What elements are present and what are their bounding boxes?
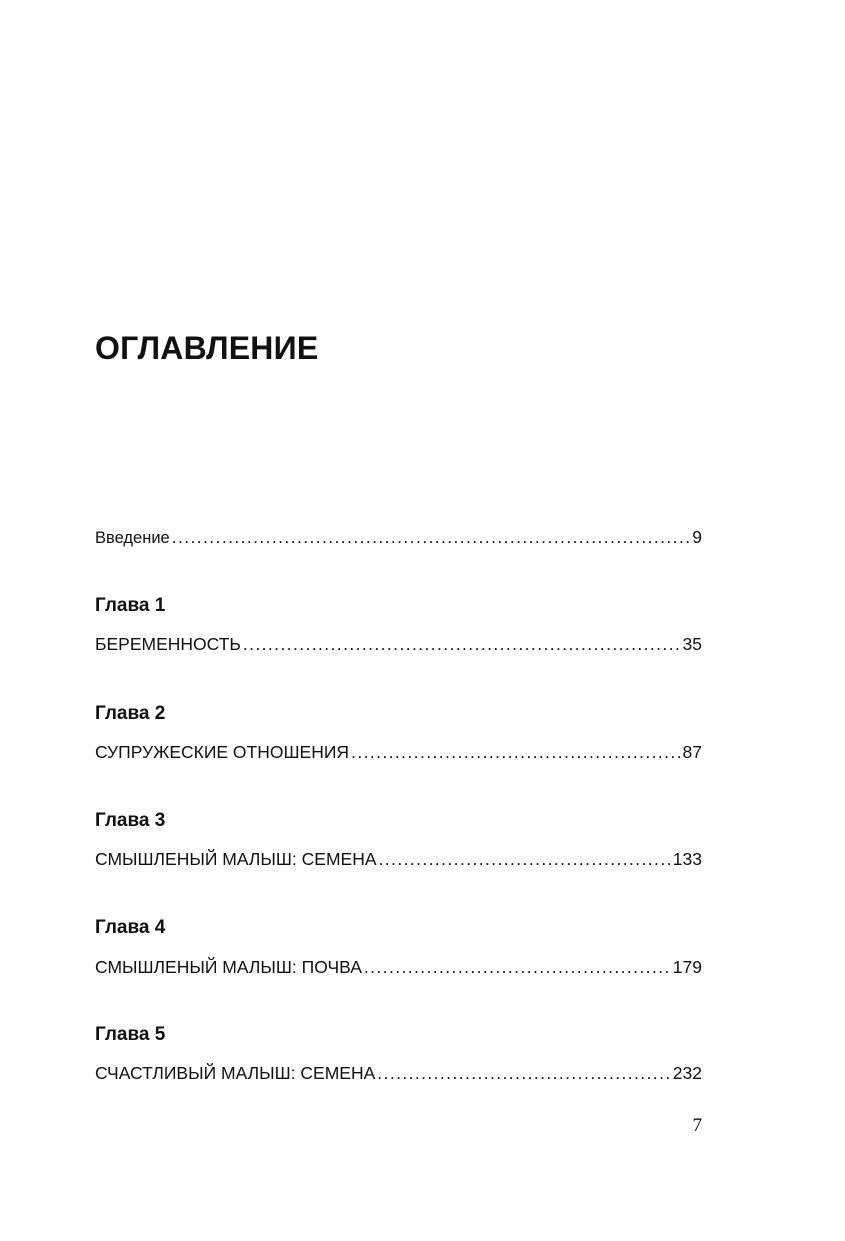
page-number: 7	[692, 1115, 702, 1136]
toc-entry-introduction[interactable]	[95, 525, 702, 549]
toc-entry-page-number: 35	[682, 634, 702, 654]
dot-leader	[364, 955, 671, 979]
toc-entry-page-number: 232	[672, 1063, 702, 1083]
toc-entry-chapter-2[interactable]	[95, 740, 702, 764]
toc-entry-title: СЧАСТЛИВЫЙ МАЛЫШ: СЕМЕНА	[95, 1063, 376, 1083]
toc-entry-page-number: 179	[672, 957, 702, 977]
toc-entry-title: СУПРУЖЕСКИЕ ОТНОШЕНИЯ	[95, 742, 350, 762]
chapter-heading-4: Глава 4	[95, 917, 166, 938]
dot-leader	[243, 632, 681, 656]
toc-entry-chapter-5[interactable]	[95, 1061, 702, 1085]
chapter-heading-1: Глава 1	[95, 595, 166, 616]
toc-entry-chapter-3[interactable]	[95, 847, 702, 871]
dot-leader	[379, 847, 671, 871]
chapter-heading-5: Глава 5	[95, 1024, 166, 1045]
toc-entry-page-number: 9	[692, 527, 702, 547]
dot-leader	[172, 525, 691, 549]
toc-entry-page-number: 133	[672, 849, 702, 869]
toc-entry-title: СМЫШЛЕНЫЙ МАЛЫШ: ПОЧВА	[95, 957, 362, 977]
chapter-heading-2: Глава 2	[95, 703, 166, 724]
toc-entry-chapter-1[interactable]	[95, 632, 702, 656]
dot-leader	[351, 740, 680, 764]
toc-entry-chapter-4[interactable]	[95, 955, 702, 979]
dot-leader	[377, 1061, 671, 1085]
chapter-heading-3: Глава 3	[95, 810, 166, 831]
page-title: ОГЛАВЛЕНИЕ	[95, 330, 319, 366]
toc-entry-title: СМЫШЛЕНЫЙ МАЛЫШ: СЕМЕНА	[95, 849, 377, 869]
toc-entry-page-number: 87	[682, 742, 702, 762]
toc-entry-title: БЕРЕМЕННОСТЬ	[95, 634, 241, 654]
toc-entry-title: Введение	[95, 529, 170, 547]
